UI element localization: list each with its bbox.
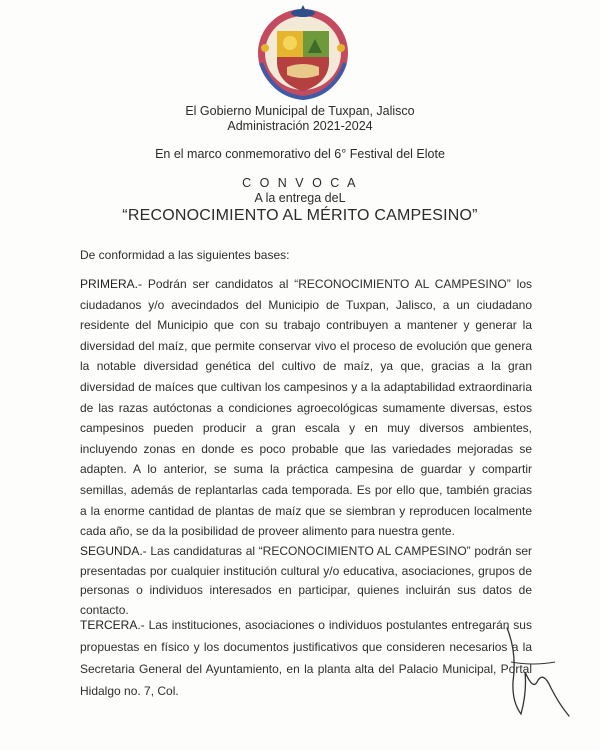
signature-icon [503,622,573,718]
government-heading: El Gobierno Municipal de Tuxpan, Jalisco [185,104,415,118]
primera-text: Podrán ser candidatos al “RECONOCIMIENTO AL CAMPESINO” los ciudadanos y/o avecindados del Municipio de Tuxpan, Jalisco, a un ciudadano residente del Municipio que con su trabajo contribuyen a mantener y generar la diversidad del maíz, que permite conservar vivo el proceso de evolución que genera la notable diversidad genética del cultivo de maíz, ya que, gracias a la gran diversidad de maíces que cultivan los campesinos y a la adaptabilidad extraordinaria de las razas autóctonas a condiciones agroecológicas sumamente diversas, estos campesinos pueden producir a gran escala y en muy diversos ambientes, incluyendo zonas en donde es poco probable que las variedades mejoradas se adapten. A lo anterior, se suma la práctica campesina de guardar y compartir semillas, además de replantarlas cada temporada. Es por ello que, también gracias a la enorme cantidad de plantas de maíz que se siembran y reproducen localmente cada año, se da la posibilidad de proveer alimento para nuestra gente. [80,277,532,539]
intro-paragraph: De conformidad a las siguientes bases: [80,248,290,262]
convoca-heading: C O N V O C A [242,176,358,190]
administration-period: Administración 2021-2024 [227,119,373,133]
base-primera [80,274,532,542]
entrega-line: A la entrega deL [254,191,346,205]
festival-line: En el marco conmemorativo del 6° Festival del Elote [155,147,445,161]
coat-of-arms-seal [253,3,353,100]
segunda-text: Las candidaturas al “RECONOCIMIENTO AL CAMPESINO” podrán ser presentadas por cualquier institución cultural y/o educativa, asociaciones, grupos de personas o individuos interesados en participar, quienes incluirán sus datos de contacto. [80,544,532,617]
segunda-label: SEGUNDA.- [80,544,147,558]
tercera-label: TERCERA.- [80,618,145,632]
award-title: “RECONOCIMIENTO AL MÉRITO CAMPESINO” [122,207,478,224]
base-segunda [80,542,532,620]
tercera-text: Las instituciones, asociaciones o individuos postulantes entregarán sus propuestas en físico y los documentos justificativos que consideren necesarios a la Secretaria General del Ayuntamiento, en la planta alta del Palacio Municipal, Portal Hidalgo no. 7, Col. [80,618,532,698]
base-tercera [80,614,532,702]
primera-label: PRIMERA.- [80,277,143,291]
